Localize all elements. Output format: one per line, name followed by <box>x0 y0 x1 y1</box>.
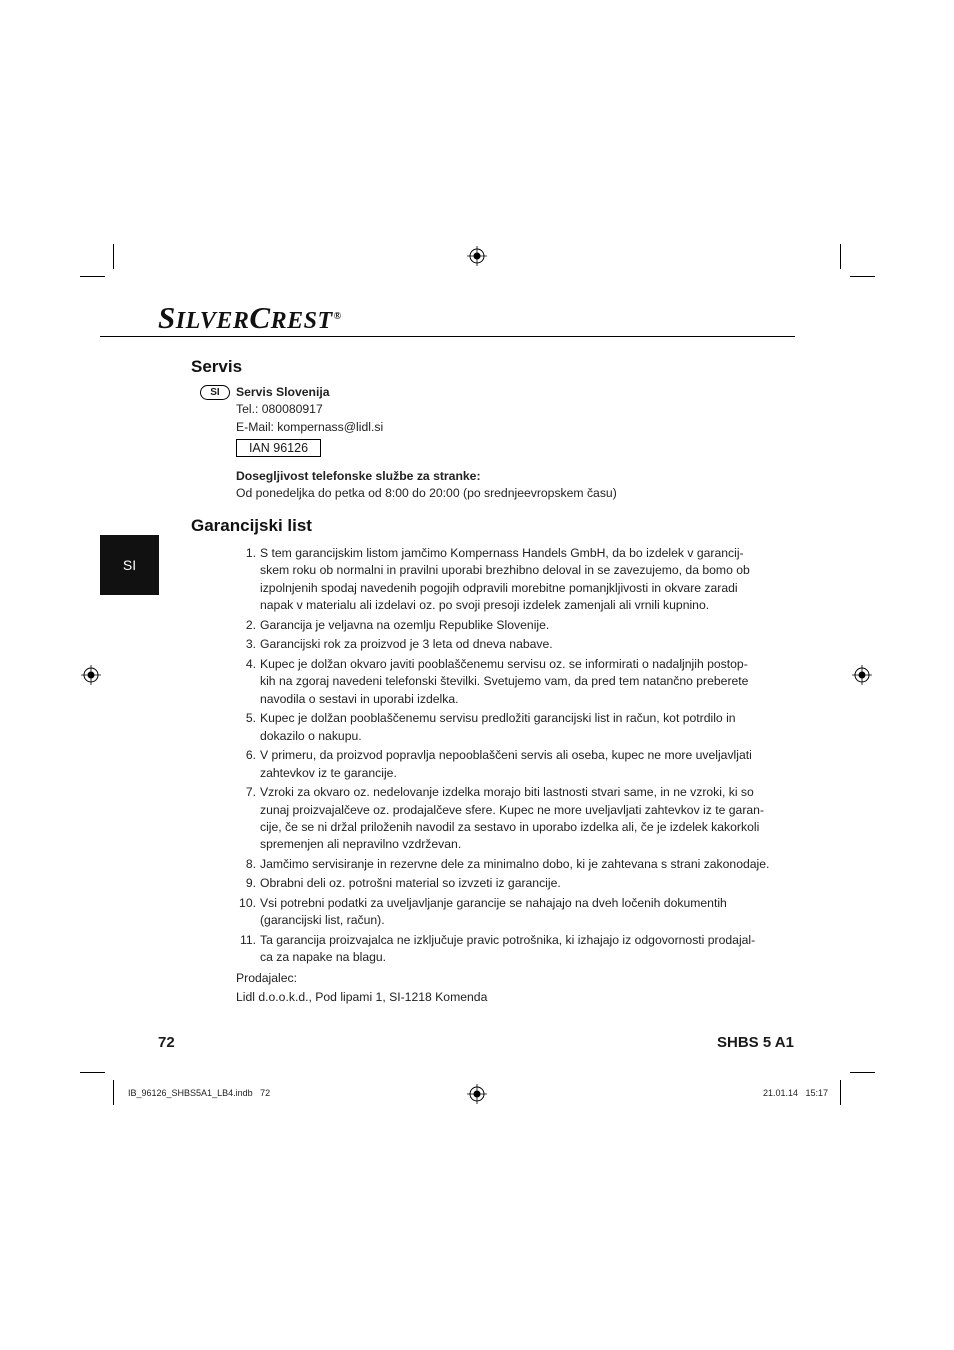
list-item <box>236 656 781 708</box>
list-item <box>236 617 781 634</box>
list-item-number: 6. <box>245 748 256 763</box>
list-item-text: Kupec je dolžan okvaro javiti pooblaščenemu servisu oz. se informirati o nadaljnjih postop- kih na zgoraj navedeni telefonski številki. Svetujemo vam, da pred tem natančno preberete navodila o sestavi in uporabi izdelka. <box>260 656 749 706</box>
crop-mark <box>850 276 875 277</box>
list-item <box>236 784 781 853</box>
list-item-number: 3. <box>245 637 256 652</box>
brand-letter: S <box>158 300 176 335</box>
file-slug: IB_96126_SHBS5A1_LB4.indb 72 <box>128 1088 271 1098</box>
list-item-text: S tem garancijskim listom jamčimo Kompernass Handels GmbH, da bo izdelek v garancij- skem roku ob normalni in pravilni uporabi brezhibno deloval in se zavezujemo, da bomo ob izpolnjenih spodaj navedenih pogojih odpravili morebitne pomanjkljivosti in okvare zaradi napak v materialu ali izdelavi oz. po svoji presoji izdelek zamenjali ali vrnili kupnino. <box>260 546 750 612</box>
page-number: 72 <box>158 1034 175 1051</box>
brand-letter: C <box>249 300 271 335</box>
availability-title: Dosegljivost telefonske službe za stranke: <box>236 469 481 483</box>
list-item-text: Jamčimo servisiranje in rezervne dele za minimalno dobo, ki je zahtevana s strani zakonodaje. <box>260 856 770 871</box>
brand-text: ILVER <box>175 308 250 334</box>
crop-mark <box>113 1080 114 1105</box>
list-item-number: 7. <box>245 785 256 800</box>
guarantee-heading: Garancijski list <box>191 516 312 535</box>
service-email: E-Mail: kompernass@lidl.si <box>236 420 384 434</box>
service-tel: Tel.: 080080917 <box>236 402 323 416</box>
list-item <box>236 710 781 745</box>
list-item <box>236 895 781 930</box>
list-item-text: Obrabni deli oz. potrošni material so izvzeti iz garancije. <box>260 876 561 891</box>
list-item-text: Garancijski rok za proizvod je 3 leta od dneva nabave. <box>260 637 553 652</box>
crop-mark <box>840 244 841 269</box>
brand-logo <box>158 300 342 336</box>
list-item-number: 4. <box>245 656 256 671</box>
crop-mark <box>840 1080 841 1105</box>
trademark-symbol: ® <box>333 311 342 322</box>
brand-text: REST <box>270 308 333 334</box>
seller-label: Prodajalec: <box>236 971 297 985</box>
header-rule <box>100 336 795 337</box>
language-tab <box>100 535 159 595</box>
model-number: SHBS 5 A1 <box>717 1034 794 1051</box>
list-item-text: Vsi potrebni podatki za uveljavljanje garancije se nahajajo na dveh ločenih dokumentih (garancijski list, račun). <box>260 896 727 928</box>
list-item-text: Kupec je dolžan pooblaščenemu servisu predložiti garancijski list in račun, kot potrdilo in dokazilo o nakupu. <box>260 711 736 743</box>
registration-mark-icon <box>467 246 487 266</box>
list-item-text: V primeru, da proizvod popravlja nepooblaščeni servis ali oseba, kupec ne more uveljavljati zahtevkov iz te garancije. <box>260 748 752 780</box>
list-item-number: 10. <box>239 896 256 911</box>
availability-text: Od ponedeljka do petka od 8:00 do 20:00 (po srednjeevropskem času) <box>236 486 617 500</box>
list-item-text: Ta garancija proizvajalca ne izključuje pravic potrošnika, ki izhajajo iz odgovornosti prodajal- ca za napake na blagu. <box>260 933 756 965</box>
crop-mark <box>80 276 105 277</box>
list-item-number: 8. <box>245 856 256 871</box>
list-item-number: 1. <box>245 546 256 560</box>
crop-mark <box>850 1072 875 1073</box>
country-badge: SI <box>200 385 230 400</box>
list-item <box>236 545 781 614</box>
list-item <box>236 932 781 967</box>
list-item-text: Vzroki za okvaro oz. nedelovanje izdelka morajo biti lastnosti stvari same, in ne vzroki, ki so zunaj proizvajalčeve oz. prodajalčeve sfere. Kupec ne more uveljavljati zahtevkov iz te garan- cije, če se ni držal priloženih navodil za sestavo in uporabo izdelka ali, če je izdelek kakorkoli spremenjen ali nepravilno vzdrževan. <box>260 785 765 852</box>
list-item-number: 9. <box>245 876 256 891</box>
crop-mark <box>113 244 114 269</box>
list-item <box>236 747 781 782</box>
date-slug: 21.01.14 15:17 <box>763 1088 829 1098</box>
seller-address: Lidl d.o.o.k.d., Pod lipami 1, SI-1218 Komenda <box>236 990 488 1004</box>
list-item-number: 11. <box>239 933 256 948</box>
language-tab-label: SI <box>122 557 137 573</box>
list-item-text: Garancija je veljavna na ozemlju Republike Slovenije. <box>260 617 550 632</box>
ian-number: IAN 96126 <box>236 439 321 457</box>
list-item-number: 2. <box>245 617 256 632</box>
list-item <box>236 636 781 653</box>
list-item <box>236 856 781 873</box>
list-item-number: 5. <box>245 711 256 726</box>
guarantee-list <box>236 545 781 969</box>
list-item <box>236 875 781 892</box>
servis-heading: Servis <box>191 357 243 376</box>
registration-mark-icon <box>467 1084 487 1104</box>
registration-mark-icon <box>81 665 101 685</box>
crop-mark <box>80 1072 105 1073</box>
registration-mark-icon <box>852 665 872 685</box>
service-name: Servis Slovenija <box>236 385 330 399</box>
